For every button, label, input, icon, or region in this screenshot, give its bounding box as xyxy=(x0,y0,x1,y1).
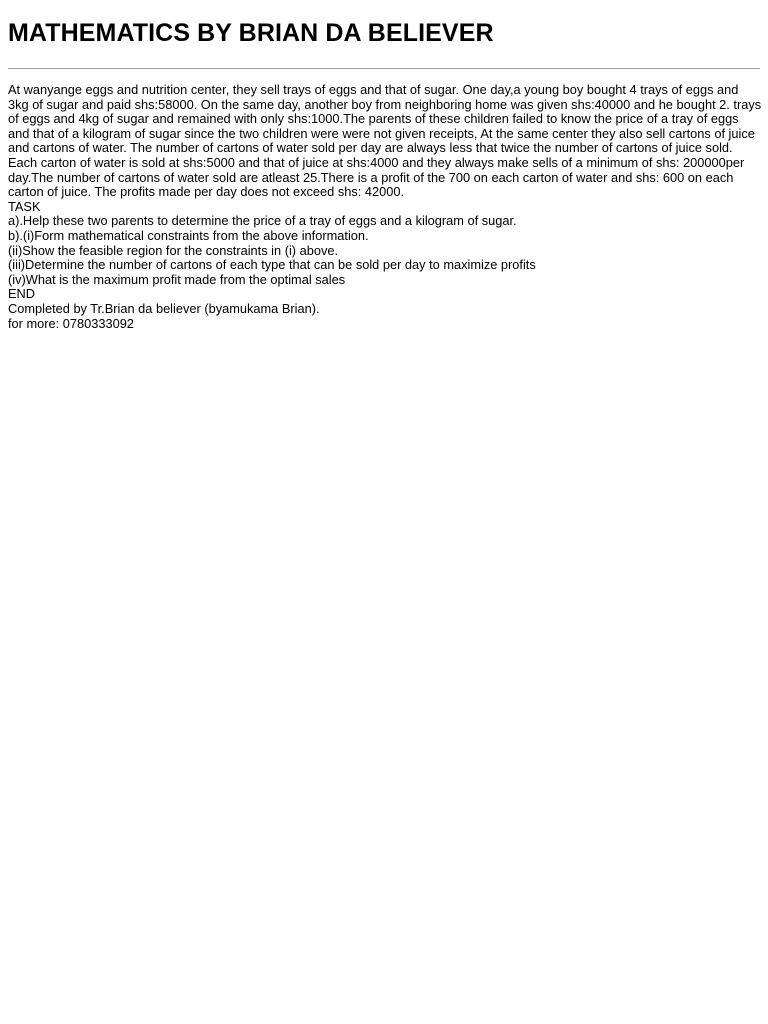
contact-line: for more: 0780333092 xyxy=(8,315,134,331)
document-title: MATHEMATICS BY BRIAN DA BELIEVER xyxy=(8,19,494,47)
credit-line: Completed by Tr.Brian da believer (byamukama Brian). xyxy=(8,300,320,316)
task-heading: TASK xyxy=(8,198,41,214)
end-label: END xyxy=(8,286,36,302)
task-item-a: a).Help these two parents to determine the price of a tray of eggs and a kilogram of sugar. xyxy=(8,213,517,229)
problem-paragraph: At wanyange eggs and nutrition center, they sell trays of eggs and that of sugar. One day,a young boy bought 4 trays of eggs and 3kg of sugar and paid shs:58000. On the same day, another boy from neighboring home was given shs:40000 and he bought 2. trays of eggs and 4kg of sugar and remained with only shs:1000.The parents of these children failed to know the price of a tray of eggs and that of a kilogram of sugar since the two children were were not given receipts, At the same center they also sell cartons of juice and cartons of water. The number of cartons of water sold per day are always less that twice the number of cartons of juice sold. Each carton of water is sold at shs:5000 and that of juice at shs:4000 and they always make sells of a minimum of shs: 200000per day.The number of cartons of water sold are atleast 25.There is a profit of the 700 on each carton of water and shs: 600 on each carton of juice. The profits made per day does not exceed shs: 42000. xyxy=(8,82,762,200)
task-item-b-iii: (iii)Determine the number of cartons of each type that can be sold per day to maximize profits xyxy=(8,257,536,273)
task-item-b-iv: (iv)What is the maximum profit made from the optimal sales xyxy=(8,271,346,287)
document-body xyxy=(8,83,762,331)
title-divider xyxy=(8,68,760,69)
task-item-b-i: b).(i)Form mathematical constraints from the above information. xyxy=(8,227,369,243)
task-item-b-ii: (ii)Show the feasible region for the constraints in (i) above. xyxy=(8,242,339,258)
